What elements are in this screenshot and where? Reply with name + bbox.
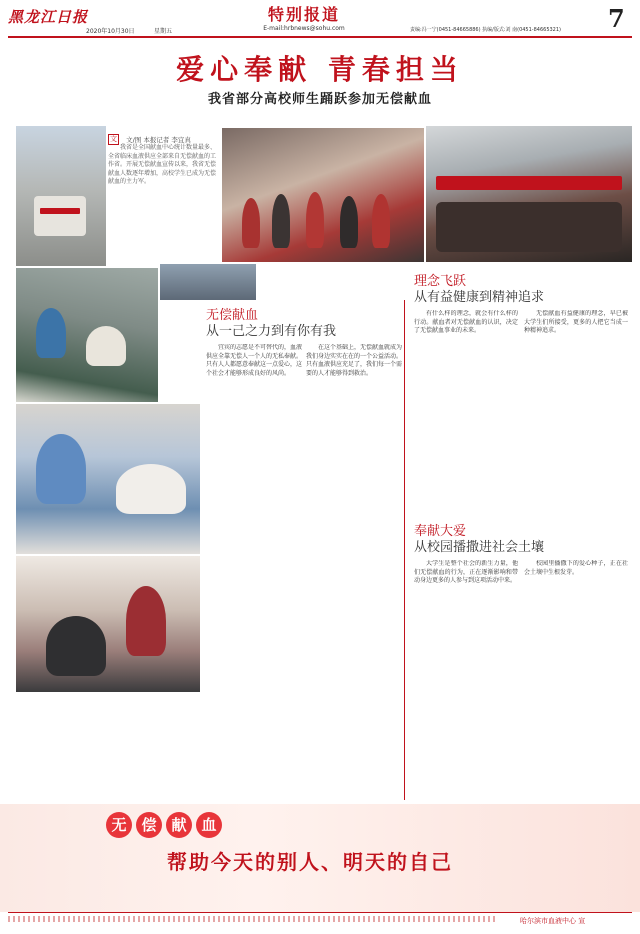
- editor-contacts: 责编:冯一宁(0451-84665886) 执编/版式:刘 南(0451-84665321): [410, 27, 561, 33]
- section-3-title-line2: 从校园播撒进社会土壤: [414, 540, 545, 555]
- section-1-para-2: 在这个基础上，无偿献血就成为我们身边实实在在的一个公益活动。只有血液供应充足了，我们每一个需要的人才能够得到救治。: [306, 344, 402, 378]
- section-3-title-line1: 奉献大爱: [414, 524, 467, 539]
- section-2-para-1: 有什么样的理念，就会有什么样的行动。献血者对无偿献血的认识，决定了无偿献血事业的未来。: [414, 310, 518, 335]
- section-2-col-1: [414, 310, 518, 510]
- issue-weekday: 星期五: [154, 28, 173, 35]
- footer-dots: [8, 916, 498, 922]
- section-3-col-2: [524, 560, 628, 800]
- section-3-para-2: 校园里播撒下的爱心种子，正在社会土壤中生根发芽。: [524, 560, 628, 576]
- lead-paragraph: 我省是全国献血中心统计数量最多、全省临床血液供应全部来自无偿献血的工作省。开展无偿献血宣传以来，我省无偿献血人数逐年增加，高校学生已成为无偿献血的主力军。: [108, 144, 217, 186]
- ring-char-3: 献: [166, 812, 192, 838]
- footer-credit: 哈尔滨市血液中心 宣: [520, 917, 586, 925]
- byline-mark: 文: [110, 135, 117, 143]
- photo-blood-bus: [16, 126, 106, 266]
- section-1-col-2: [306, 344, 402, 804]
- column-divider: [404, 300, 405, 800]
- section-2-para-2: 无偿献血有益健康的理念，早已被大学生们所接受，更多的人把它当成一种精神追求。: [524, 310, 628, 335]
- banner-rings: [106, 812, 266, 842]
- section-3-col-1: [414, 560, 518, 800]
- section-2-title-line1: 理念飞跃: [414, 274, 467, 289]
- section-2-title-line2: 从有益健康到精神追求: [414, 290, 545, 305]
- section-3-heading: [414, 524, 630, 556]
- photo-nurse-donation: [16, 404, 200, 554]
- photo-students-group: [222, 128, 424, 262]
- section-1-title-line2: 从一己之力到有你有我: [206, 324, 337, 339]
- photo-donor-chair: [16, 556, 200, 692]
- masthead: 黑龙江日报: [8, 8, 89, 26]
- issue-date: 2020年10月30日: [86, 28, 135, 35]
- section-email: E-mail:hrbnews@sohu.com: [263, 25, 345, 32]
- ring-char-4: 血: [196, 812, 222, 838]
- footer-rule: [8, 912, 632, 913]
- section-header: [248, 5, 360, 31]
- section-2-heading: [414, 274, 630, 306]
- photo-queue: [160, 264, 256, 300]
- section-1-para-1: 宜宾的志愿是不可替代的，血液供应全靠无偿人一个人的无私奉献。只有人人都愿意奉献这一点爱心，这个社会才能够形成良好的风尚。: [206, 344, 302, 378]
- page-number: 7: [608, 4, 625, 33]
- section-1-heading: [206, 308, 396, 340]
- section-3-para-1: 大学生是整个社会的新生力量，他们无偿献血的行为，正在逐渐影响和带动身边更多的人参与到这项活动中来。: [414, 560, 518, 585]
- header-rule: [8, 36, 632, 38]
- main-headline: 爱心奉献 青春担当: [176, 53, 464, 86]
- byline-text: 文/图 本报记者 李宜真: [126, 136, 191, 144]
- ring-char-2: 偿: [136, 812, 162, 838]
- photo-donation-room: [16, 268, 158, 402]
- section-title: 特别报道: [267, 5, 340, 24]
- section-2-col-2: [524, 310, 628, 510]
- photo-crowd-banner: [426, 126, 632, 262]
- sub-headline: 我省部分高校师生踊跃参加无偿献血: [207, 92, 432, 107]
- section-1-title-line1: 无偿献血: [206, 308, 259, 323]
- banner-slogan: 帮助今天的别人、明天的自己: [167, 850, 453, 874]
- ring-char-1: 无: [106, 812, 132, 838]
- byline: [108, 129, 218, 144]
- section-1-col-1: [206, 344, 302, 804]
